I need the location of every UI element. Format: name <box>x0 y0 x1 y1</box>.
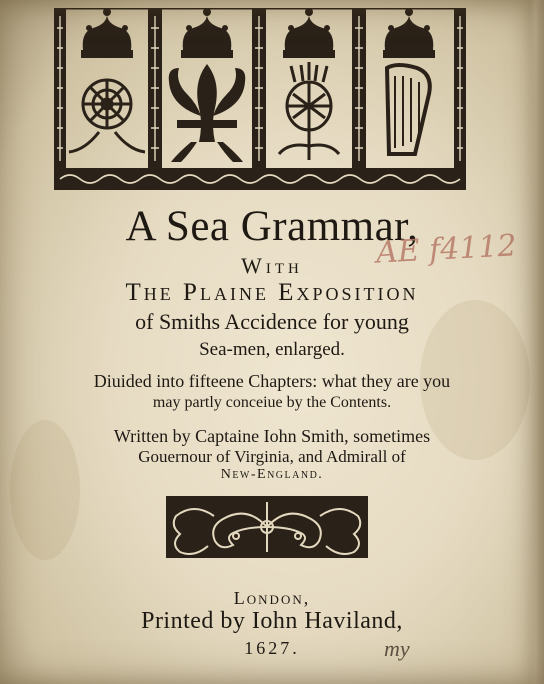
author-line-1: Written by Captaine Iohn Smith, sometimes <box>113 426 431 446</box>
printers-ornament <box>166 496 368 558</box>
title-seamen: Sea-men, enlarged. <box>199 339 345 360</box>
book-title: A Sea Grammar, <box>125 203 419 250</box>
divided-line-2: may partly conceiue by the Contents. <box>152 394 392 411</box>
title-of-smiths: of Smiths Accidence for young <box>135 309 409 334</box>
author-line-3: New-England. <box>220 467 324 482</box>
imprint-printer: Printed by Iohn Haviland, <box>141 608 403 634</box>
woodcut-border <box>54 8 466 190</box>
handwritten-shelfmark: AE f4112 <box>375 228 518 271</box>
divided-line-1: Diuided into fifteene Chapters: what they are you <box>93 371 451 391</box>
author-line-2: Gouernour of Virginia, and Admirall of <box>138 447 406 466</box>
title-with: With <box>241 253 303 278</box>
imprint-place: London, <box>233 588 311 608</box>
handwritten-note: my <box>384 636 410 661</box>
imprint-year: 1627. <box>244 638 300 658</box>
title-plaine-exposition: The Plaine Exposition <box>125 279 419 306</box>
